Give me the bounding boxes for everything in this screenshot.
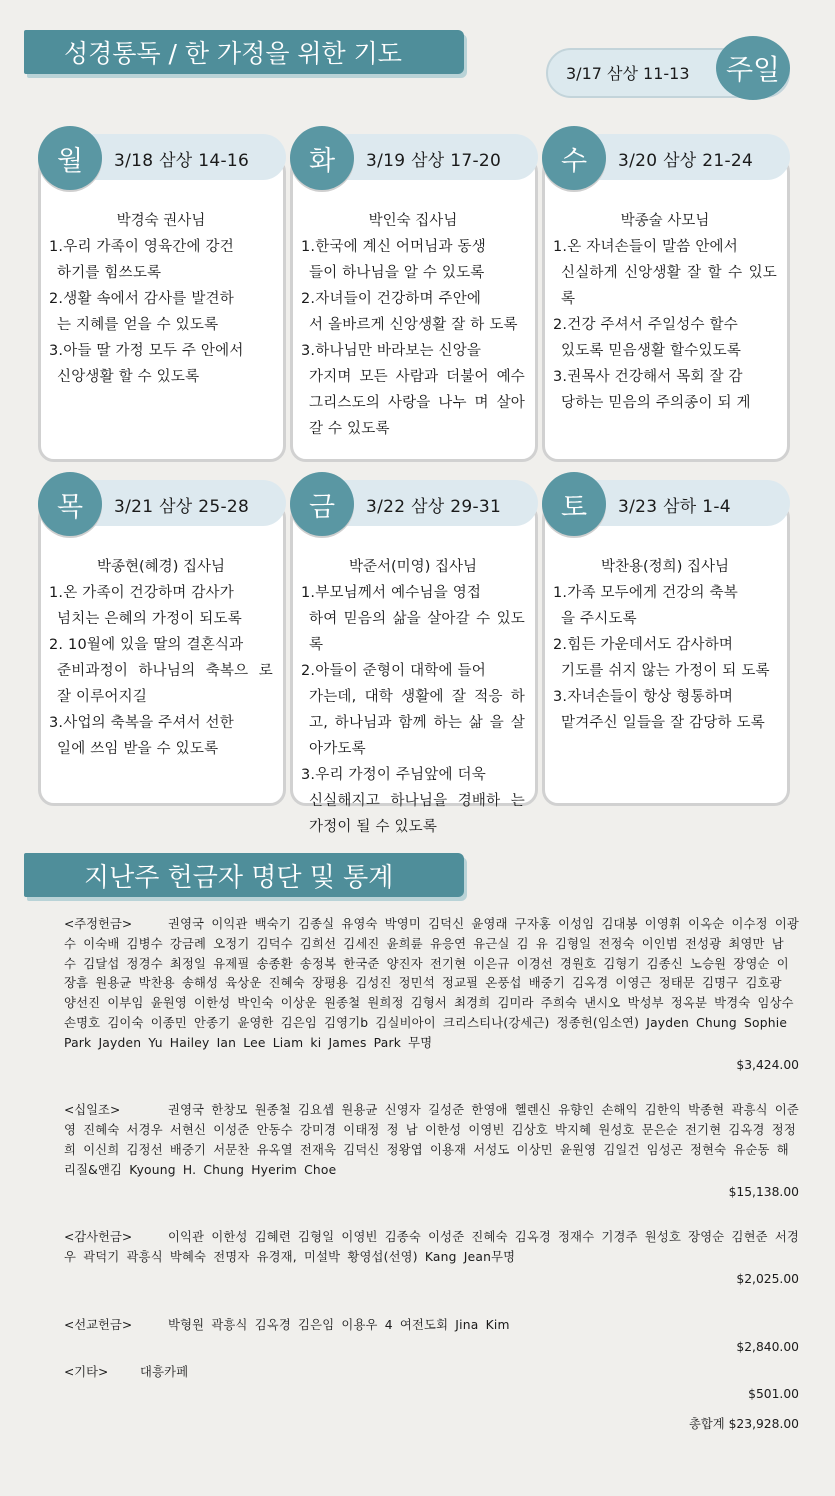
offering-list: [64, 915, 799, 1435]
offering-block-tithe: [64, 1101, 799, 1202]
reading-pill: 3/20 삼상 21-24: [572, 134, 790, 180]
prayer-person: 박경숙 권사님: [116, 213, 206, 229]
reading-pill: 3/23 삼하 1-4: [572, 480, 790, 526]
prayer-item: 1.부모님께서 예수님을 영접 하여 믿음의 삶을 살아갈 수 있도록: [301, 585, 525, 653]
offering-total: $501.00: [748, 1387, 799, 1402]
day-badge: 월: [38, 126, 102, 190]
prayer-item: 1.온 자녀손들이 말씀 안에서 신실하게 신앙생활 잘 할 수 있도록: [553, 239, 777, 307]
prayer-person: 박찬용(정희) 집사님: [601, 559, 729, 575]
prayer-card: [290, 502, 538, 835]
offering-total: $15,138.00: [728, 1184, 799, 1199]
sunday-reading-date: 3/17 삼상 11-13: [566, 64, 690, 83]
prayer-item: 3.사업의 축복을 주셔서 선한 일에 쓰임 받을 수 있도록: [49, 715, 234, 757]
reading-pill: 3/21 삼상 25-28: [68, 480, 286, 526]
reading-pill: 3/18 삼상 14-16: [68, 134, 286, 180]
prayer-item: 3.하나님만 바라보는 신앙을 가지며 모든 사람과 더불어 예수 그리스도의 사랑을 나누 며 살아갈 수 있도록: [301, 343, 525, 437]
offering-block-other: [64, 1363, 799, 1405]
reading-pill: 3/19 삼상 17-20: [320, 134, 538, 180]
offering-label: <감사헌금>: [64, 1230, 133, 1245]
offering-section-banner: [24, 853, 464, 897]
offering-block-regular: [64, 915, 799, 1075]
offering-label: <십일조>: [64, 1103, 121, 1118]
day-badge: 금: [290, 472, 354, 536]
offering-label: <기타>: [64, 1365, 109, 1380]
prayer-item: 1.우리 가족이 영육간에 강건 하기를 힘쓰도록: [49, 239, 234, 281]
sunday-day-badge: 주일: [716, 36, 790, 100]
prayer-section-title: 성경통독 / 한 가정을 위한 기도: [64, 39, 402, 68]
prayer-list: [49, 580, 273, 762]
reading-pill: 3/22 삼상 29-31: [320, 480, 538, 526]
prayer-person: 박종술 사모님: [620, 213, 710, 229]
prayer-card: [290, 156, 538, 462]
prayer-item: 2.생활 속에서 감사를 발견하 는 지혜를 얻을 수 있도록: [49, 291, 234, 333]
prayer-item: 3.자녀손들이 항상 형통하며 맡겨주신 일들을 잘 감당하 도록: [553, 689, 765, 731]
prayer-item: 2. 10월에 있을 딸의 결혼식과 준비과정이 하나님의 축복으 로 잘 이루어지길: [49, 637, 273, 705]
grand-total: 총합계 $23,928.00: [689, 1416, 799, 1431]
day-badge: 수: [542, 126, 606, 190]
prayer-section-banner: [24, 30, 464, 74]
day-badge: 목: [38, 472, 102, 536]
prayer-person: 박인숙 집사님: [368, 213, 458, 229]
prayer-item: 2.힘든 가운데서도 감사하며 기도를 쉬지 않는 가정이 되 도록: [553, 637, 770, 679]
prayer-item: 2.아들이 준형이 대학에 들어 가는데, 대학 생활에 잘 적응 하고, 하나님과 함께 하는 삶 을 살아가도록: [301, 663, 525, 757]
offering-names: 박형원 곽흥식 김옥경 김은임 이용우 4 여전도회 Jina Kim: [168, 1317, 510, 1332]
prayer-item: 3.우리 가정이 주님앞에 더욱 신실해지고 하나님을 경배하 는 가정이 될 수 있도록: [301, 767, 525, 835]
prayer-item: 1.온 가족이 건강하며 감사가 넘치는 은혜의 가정이 되도록: [49, 585, 242, 627]
offering-section-title: 지난주 헌금자 명단 및 통계: [84, 862, 394, 893]
prayer-card: [38, 156, 286, 462]
prayer-person: 박준서(미영) 집사님: [349, 559, 477, 575]
prayer-list: [301, 580, 525, 840]
offering-names: 권영국 이익관 백숙기 김종실 유영숙 박영미 김덕신 윤영래 구자홍 이성임 김대봉 이영휘 이옥순 이수정 이광수 이숙배 김병수 강금례 오정기 김덕수 김희선 김세진 윤희륜 유응연 유근실 김 유 김형일 전정숙 이인범 전성광 최영만 남 수 김달섭 정경수 최정일 유제필 송종환 송정복 한국준 양진자 전기현 이은규 이경선 경원호 김형기 김종신 노승원 장영순 이장흠 원용균 박찬용 송해성 육상운 진혜숙 장평용 김성진 정민석 정교필 온풍섭 배중기 김옥경 이영근 정태문 김명구 김호광 양선진 이부임 윤원영 이한성 박인숙 이상운 원종철 원희정 김형서 최경희 김미라 주희숙 낸시오 박성부 정옥분 박경숙 임상수 손명호 김이숙 이종민 안종기 윤영한 김은임 김영기b 김실비아이 크리스티나(강세근) 정종헌(임소연) Jayden Chung Sophie Park Jayden Yu Hailey Ian Lee Liam ki James Park 무명: [64, 917, 799, 1050]
prayer-person: 박종현(혜경) 집사님: [97, 559, 225, 575]
prayer-card: [542, 156, 790, 462]
prayer-card: [542, 502, 790, 806]
prayer-list: [553, 580, 777, 736]
day-badge: 화: [290, 126, 354, 190]
prayer-card: [38, 502, 286, 806]
prayer-list: [553, 234, 777, 416]
day-badge: 토: [542, 472, 606, 536]
offering-total: $3,424.00: [736, 1057, 799, 1072]
prayer-list: [49, 234, 273, 390]
offering-names: 대흥카페: [140, 1365, 189, 1380]
prayer-item: 3.권목사 건강해서 목회 잘 감 당하는 믿음의 주의종이 되 게: [553, 369, 751, 411]
offering-label: <선교헌금>: [64, 1317, 133, 1332]
offering-names: 이익관 이한성 김혜련 김형일 이영빈 김종숙 이성준 진혜숙 김옥경 정재수 기경주 원성호 장영순 김현준 서경우 곽덕기 곽흥식 박혜숙 전명자 유경재, 미설박 황영섭(선영) Kang Jean무명: [64, 1230, 799, 1265]
prayer-list: [301, 234, 525, 442]
offering-block-thanks: [64, 1228, 799, 1289]
prayer-item: 1.한국에 계신 어머님과 동생 들이 하나님을 알 수 있도록: [301, 239, 486, 281]
sunday-reading: [546, 48, 790, 98]
prayer-item: 2.자녀들이 건강하며 주안에 서 올바르게 신앙생활 잘 하 도록: [301, 291, 518, 333]
prayer-item: 2.건강 주셔서 주일성수 할수 있도록 믿음생활 할수있도록: [553, 317, 742, 359]
prayer-item: 3.아들 딸 가정 모두 주 안에서 신앙생활 할 수 있도록: [49, 343, 244, 385]
offering-total: $2,025.00: [736, 1271, 799, 1286]
offering-block-mission: [64, 1316, 799, 1358]
offering-total: $2,840.00: [736, 1339, 799, 1354]
offering-names: 권영국 한창모 원종철 김요셉 원용균 신영자 길성준 한영애 헬렌신 유향인 손해익 김한익 박종현 곽흥식 이준영 진혜숙 서경우 서현신 이성준 안동수 강미경 이태정 정 남 이한성 이영빈 김상호 박지혜 원성호 문은순 전기현 김옥경 정정희 이신희 김정선 배중기 서문찬 유옥열 전재욱 김덕신 정왕엽 이용재 서성도 이상민 윤원영 김일건 임성곤 정현숙 유순동 해리질&앤김 Kyoung H. Chung Hyerim Choe: [64, 1103, 799, 1177]
offering-label: <주정헌금>: [64, 917, 133, 931]
prayer-item: 1.가족 모두에게 건강의 축복 을 주시도록: [553, 585, 738, 627]
